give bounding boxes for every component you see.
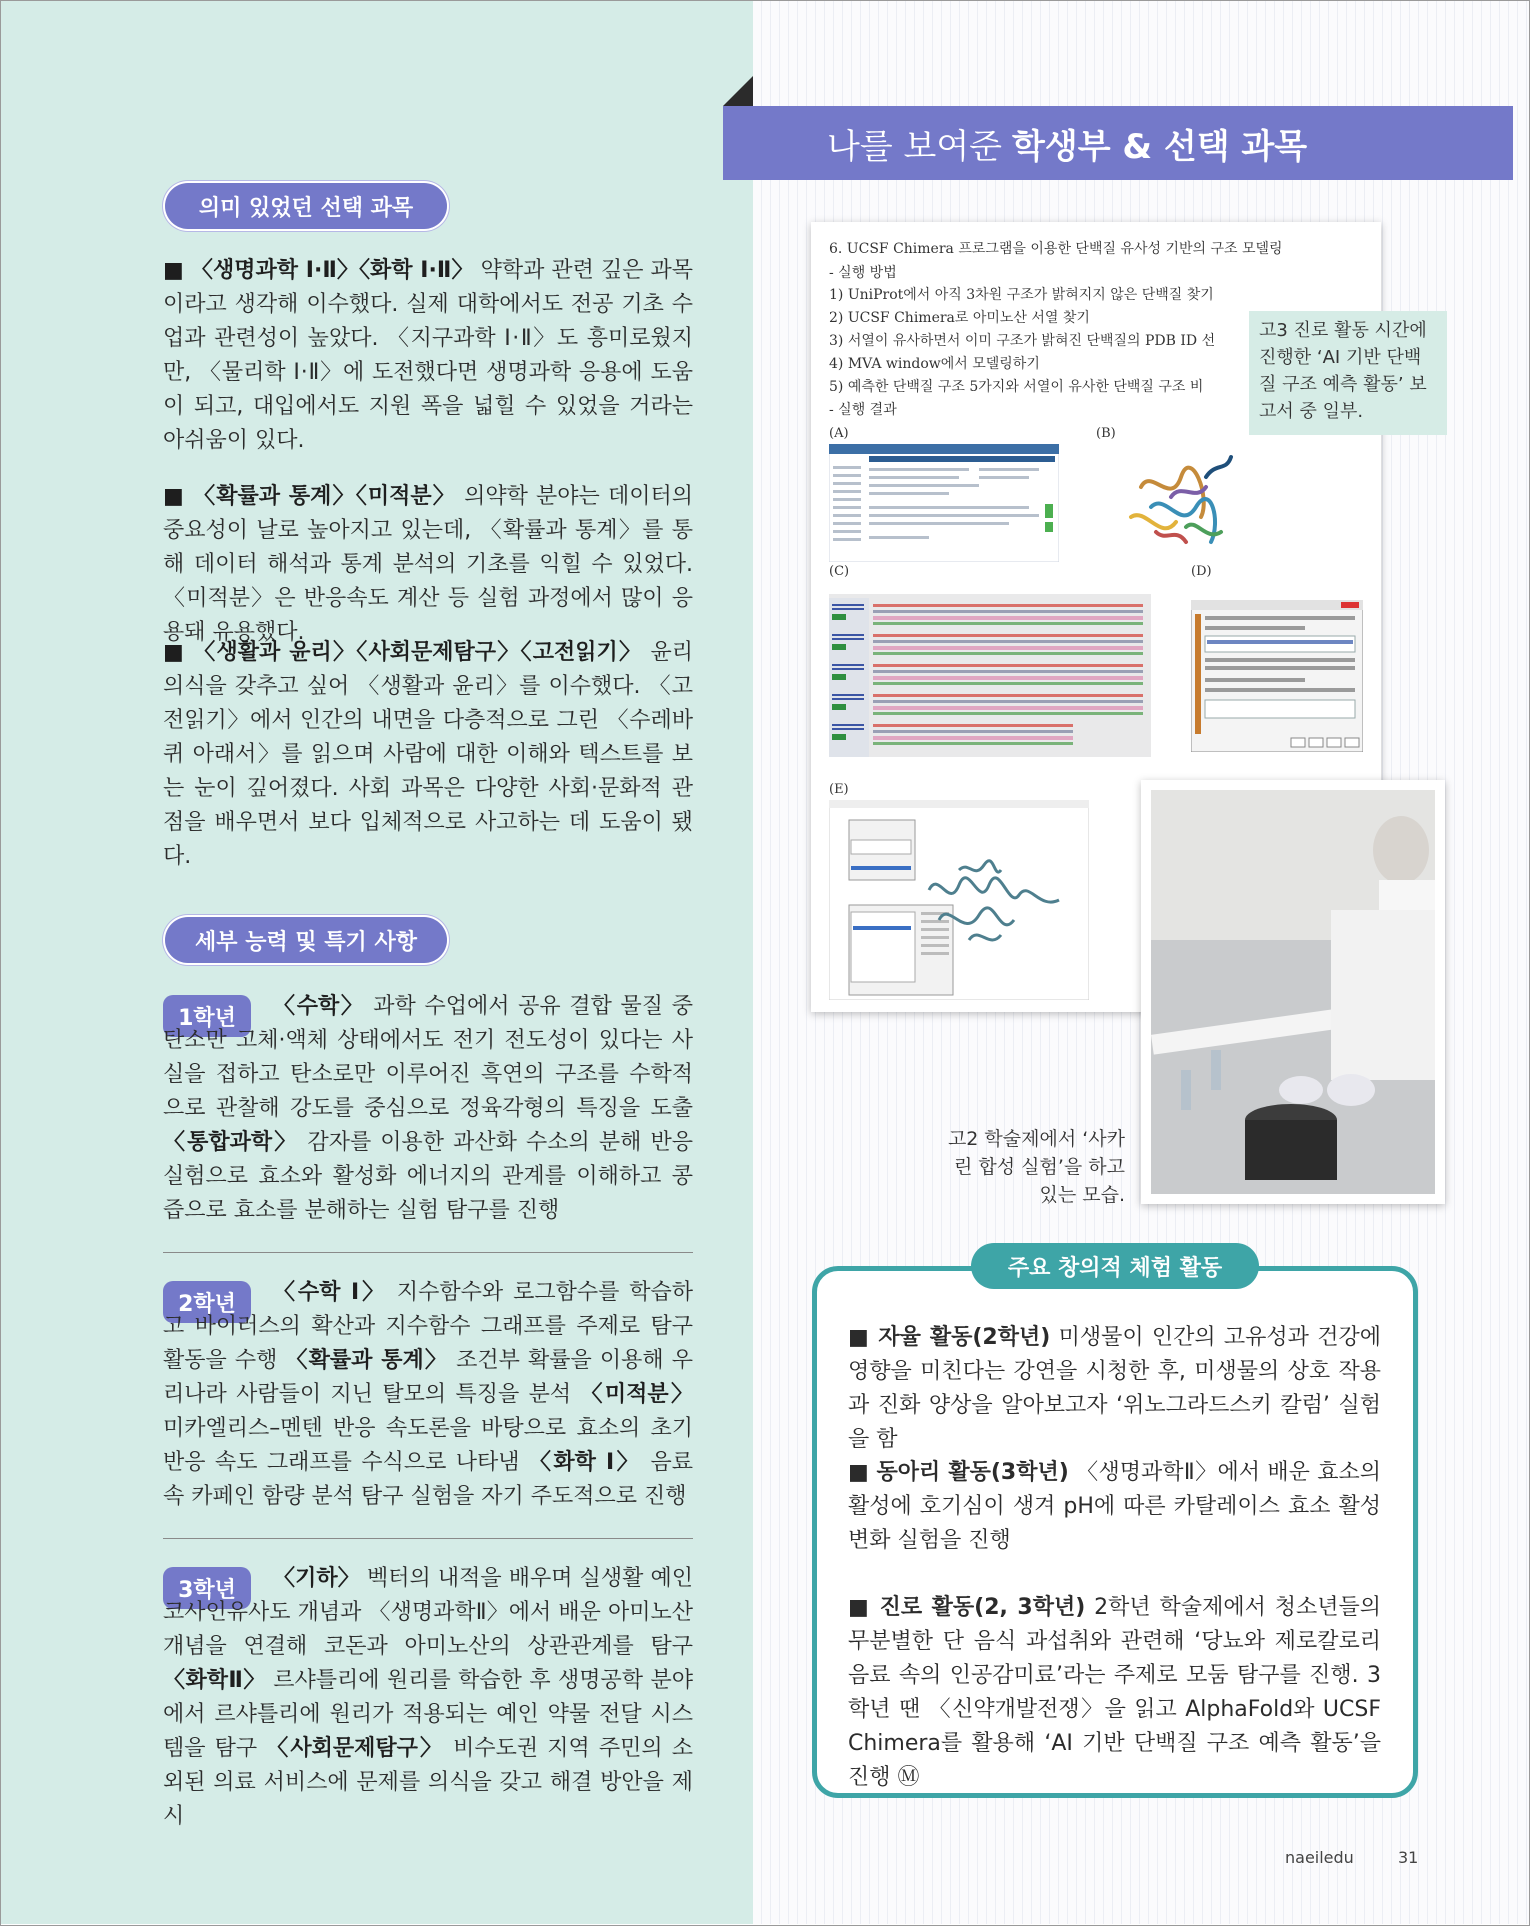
paragraph-text: 조건부 확률을 이용해 우리나라 사람들이 지닌 탈모의 특징을 분석 [163, 1348, 693, 1407]
subject-names: 〈확률과 통계〉〈미적분〉 [193, 484, 456, 509]
subject: 〈수학〉 [273, 994, 365, 1019]
grade-2-paragraph [163, 1276, 693, 1514]
grade-1-badge: 1학년 [163, 995, 251, 1037]
elective-paragraph-2 [163, 480, 693, 650]
report-line: 4) MVA window에서 모델링하기 [829, 356, 1040, 372]
activity-club [848, 1456, 1381, 1558]
section-title-details: 세부 능력 및 특기 사항 [165, 917, 447, 963]
photo-caption: 고2 학술제에서 ‘사카린 합성 실험’을 하고 있는 모습. [947, 1128, 1125, 1206]
activity-text: 〈생명과학Ⅱ〉에서 배운 효소의 활성에 호기심이 생겨 pH에 따른 카탈레이스 효소 활성 변화 실험을 진행 [848, 1460, 1381, 1553]
divider [163, 1252, 693, 1253]
subject: 〈수학 Ⅰ〉 [273, 1280, 387, 1305]
page-title [723, 106, 1513, 180]
report-line: - 실행 결과 [829, 402, 897, 418]
activity-head: 자율 활동(2학년) [878, 1325, 1051, 1350]
figure-label-b: (B) [1096, 426, 1116, 441]
bullet: ■ [163, 640, 186, 665]
paragraph-text: 감자를 이용한 과산화 수소의 분해 반응 실험으로 효소와 활성화 에너지의 관계를 이해하고 콩즙으로 효소를 분해하는 실험 탐구를 진행 [163, 1130, 693, 1223]
paragraph-text: 비수도권 지역 주민의 소외된 의료 서비스에 문제를 의식을 갖고 해결 방안을 제시 [163, 1736, 693, 1829]
paragraph-text: 의약학 분야는 데이터의 중요성이 날로 높아지고 있는데, 〈확률과 통계〉를 통해 데이터 해석과 통계 분석의 기초를 익힐 수 있었다. 〈미적분〉은 반응속도 계산 등 실험 과정에서 많이 응용돼 유용했다. [163, 484, 693, 645]
bullet: ■ [163, 258, 184, 283]
page-number: 31 [1398, 1848, 1419, 1867]
divider [163, 1538, 693, 1539]
paragraph-text: 윤리 의식을 갖추고 싶어 〈생활과 윤리〉를 이수했다. 〈고전읽기〉에서 인간의 내면을 다층적으로 그린 〈수레바퀴 아래서〉를 읽으며 사람에 대한 이해와 텍스트를 보는 눈이 깊어졌다. 사회 과목은 다양한 사회·문화적 관점을 배우면서 보다 입체적으로 사고하는 데 도움이 됐다. [163, 640, 693, 869]
activity-autonomous [848, 1321, 1381, 1457]
paragraph-text: 약학과 관련 깊은 과목이라고 생각해 이수했다. 실제 대학에서도 전공 기초 수업과 관련성이 높았다. 〈지구과학 Ⅰ·Ⅱ〉도 흥미로웠지만, 〈물리학 Ⅰ·Ⅱ〉에 도전했다면 생명과학 응용에 도움이 되고, 대입에서도 지원 폭을 넓힐 수 있었을 거라는 아쉬움이 있다. [163, 258, 694, 453]
report-callout: 고3 진로 활동 시간에 진행한 ‘AI 기반 단백질 구조 예측 활동’ 보고서 중 일부. [1249, 311, 1447, 435]
activity-text: 2학년 학술제에서 청소년들의 무분별한 단 음식 과섭취와 관련해 ‘당뇨와 제로칼로리 음료 속의 인공감미료’라는 주제로 모둠 탐구를 진행. 3학년 땐 〈신약개발전쟁〉을 읽고 AlphaFold와 UCSF Chimera를 활용해 ‘AI 기반 단백질 구조 예측 활동’을 진행 [848, 1595, 1381, 1790]
subject: 〈확률과 통계〉 [285, 1348, 448, 1373]
activity-text: 미생물이 인간의 고유성과 건강에 영향을 미친다는 강연을 시청한 후, 미생물의 상호 작용과 진화 양상을 알아보고자 ‘위노그라드스키 칼럼’ 실험을 함 [848, 1325, 1381, 1452]
elective-paragraph-3 [163, 636, 693, 874]
activity-head: 진로 활동(2, 3학년) [879, 1595, 1086, 1620]
grade-2-badge: 2학년 [163, 1281, 251, 1323]
subject: 〈화학Ⅱ〉 [163, 1668, 266, 1693]
subject-names: 〈생명과학 Ⅰ·Ⅱ〉〈화학 Ⅰ·Ⅱ〉 [190, 258, 474, 283]
modeller-dialog-d [1191, 600, 1363, 752]
activity-head: 동아리 활동(3학년) [876, 1460, 1069, 1485]
grade-3-badge: 3학년 [163, 1567, 251, 1609]
subject-names: 〈생활과 윤리〉〈사회문제탐구〉〈고전읽기〉 [193, 640, 643, 665]
paragraph-text: 벡터의 내적을 배우며 실생활 예인 코사인유사도 개념과 〈생명과학Ⅱ〉에서 배운 아미노산 개념을 연결해 코돈과 아미노산의 상관관계를 탐구 [163, 1566, 693, 1659]
protein-structure-b [1111, 447, 1251, 557]
bullet: ■ [848, 1595, 871, 1620]
subject: 〈통합과학〉 [163, 1130, 299, 1155]
figure-label-c: (C) [829, 564, 850, 579]
section-title-electives: 의미 있었던 선택 과목 [165, 183, 447, 229]
elective-paragraph-1 [163, 254, 693, 458]
bullet: ■ [163, 484, 185, 509]
activities-title: 주요 창의적 체험 활동 [971, 1243, 1259, 1289]
paragraph-text: 음료 속 카페인 함량 분석 탐구 실험을 자기 주도적으로 진행 [163, 1450, 693, 1509]
subject: 〈미적분〉 [580, 1382, 693, 1407]
lab-photo [1141, 780, 1445, 1204]
grade-3-paragraph [163, 1562, 693, 1834]
figure-label-d: (D) [1191, 564, 1212, 579]
page-title-bold: 학생부 & 선택 과목 [1012, 126, 1308, 167]
report-line: 5) 예측한 단백질 구조 5가지와 서열이 유사한 단백질 구조 비 [829, 379, 1204, 395]
title-tab-fold [723, 76, 753, 106]
bullet: ■ [848, 1460, 870, 1485]
lab-photo-image [1151, 790, 1435, 1194]
end-mark-icon: Ⓜ [897, 1765, 920, 1790]
uniprot-screenshot [829, 444, 1059, 562]
subject: 〈기하〉 [273, 1566, 360, 1591]
sequence-alignment-c [829, 582, 1151, 757]
report-line: 6. UCSF Chimera 프로그램을 이용한 단백질 유사성 기반의 구조 모델링 [829, 241, 1283, 257]
paragraph-text: 르샤틀리에 원리를 학습한 후 생명공학 분야에서 르샤틀리에 원리가 적용되는 예인 약물 전달 시스템을 탐구 [163, 1668, 693, 1761]
page-title-light: 나를 보여준 [827, 126, 1003, 167]
figure-label-a: (A) [829, 426, 849, 441]
footer-brand: naeiledu [1285, 1848, 1354, 1867]
report-line: 2) UCSF Chimera로 아미노산 서열 찾기 [829, 310, 1090, 326]
bullet: ■ [848, 1325, 871, 1350]
paragraph-text: 과학 수업에서 공유 결합 물질 중 탄소만 고체·액체 상태에서도 전기 전도성이 있다는 사실을 접하고 탄소로만 이루어진 흑연의 구조를 수학적으로 관찰해 강도를 중심으로 정육각형의 특징을 도출 [163, 994, 693, 1121]
paragraph-text: 미카엘리스–멘텐 반응 속도론을 바탕으로 효소의 초기 반응 속도 그래프를 수식으로 나타냄 [163, 1416, 693, 1475]
activity-career [848, 1591, 1381, 1795]
paragraph-text: 지수함수와 로그함수를 학습하고 바이러스의 확산과 지수함수 그래프를 주제로 탐구 활동을 수행 [163, 1280, 693, 1373]
subject: 〈사회문제탐구〉 [266, 1736, 445, 1761]
report-line: - 실행 방법 [829, 265, 897, 281]
figure-label-e: (E) [829, 782, 849, 797]
report-line: 3) 서열이 유사하면서 이미 구조가 밝혀진 단백질의 PDB ID 선 [829, 333, 1216, 349]
chimera-window-e [829, 800, 1089, 1000]
grade-1-paragraph [163, 990, 693, 1228]
report-line: 1) UniProt에서 아직 3차원 구조가 밝혀지지 않은 단백질 찾기 [829, 287, 1214, 303]
subject: 〈화학 Ⅰ〉 [528, 1450, 642, 1475]
